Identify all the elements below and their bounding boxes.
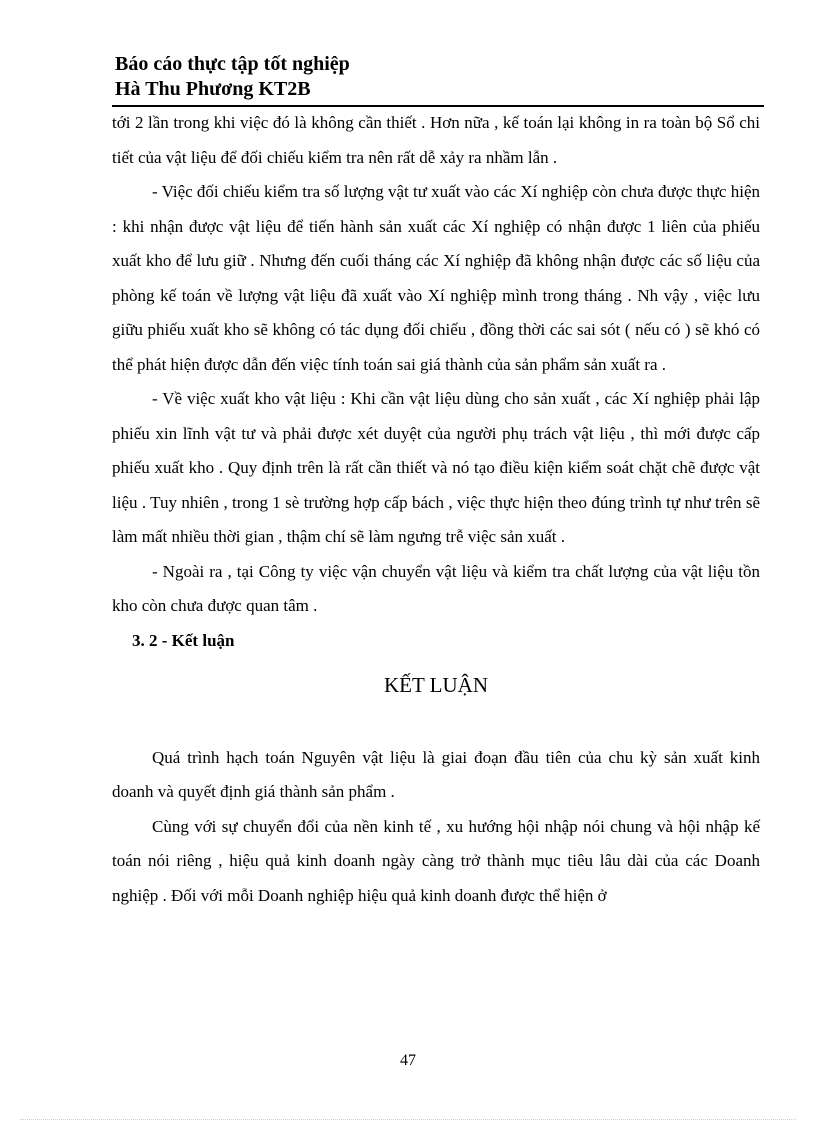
document-body [112, 106, 760, 913]
paragraph: - Việc đối chiếu kiểm tra số lượng vật tư xuất vào các Xí nghiệp còn chưa được thực hiện : khi nhận được vật liệu để tiến hành sản xuất các Xí nghiệp có nhận được 1 liên của phiếu xuất kho để lưu giữ . Nhưng đến cuối tháng các Xí nghiệp đã không nhận được các số liệu của phòng kế toán về lượng vật liệu đã xuất vào Xí nghiệp mình trong tháng . Nh vậy , việc lưu giữu phiếu xuất kho sẽ không có tác dụng đối chiếu , đồng thời các sai sót ( nếu có ) sẽ khó có thể phát hiện được dẫn đến việc tính toán sai giá thành của sản phẩm sản xuất ra . [112, 182, 760, 374]
report-title: Báo cáo thực tập tốt nghiệp [115, 53, 350, 75]
paragraph: tới 2 lần trong khi việc đó là không cần thiết . Hơn nữa , kế toán lại không in ra toàn bộ Sổ chi tiết của vật liệu để đối chiếu kiểm tra nên rất dễ xảy ra nhầm lẫn . [112, 113, 760, 167]
page-number: 47 [400, 1052, 416, 1069]
conclusion-heading: KẾT LUẬN [383, 673, 488, 697]
page-header [115, 52, 765, 102]
paragraph: - Ngoài ra , tại Công ty việc vận chuyển vật liệu và kiểm tra chất lượng của vật liệu tồn kho còn chưa được quan tâm . [112, 561, 760, 615]
author-name: Hà Thu Phương KT2B [115, 78, 311, 100]
paragraph: Quá trình hạch toán Nguyên vật liệu là giai đoạn đầu tiên của chu kỳ sản xuất kinh doanh và quyết định giá thành sản phẩm . [112, 747, 760, 801]
section-heading: 3. 2 - Kết luận [132, 630, 235, 650]
paragraph: - Về việc xuất kho vật liệu : Khi cần vật liệu dùng cho sản xuất , các Xí nghiệp phải lập phiếu xin lĩnh vật tư và phải được xét duyệt của người phụ trách vật liệu , thì mới được cấp phiếu xuất kho . Quy định trên là rất cần thiết và nó tạo điều kiện kiểm soát chặt chẽ được vật liệu . Tuy nhiên , trong 1 sè trường hợp cấp bách , việc thực hiện theo đúng trình tự như trên sẽ làm mất nhiều thời gian , thậm chí sẽ làm ngưng trễ việc sản xuất . [112, 389, 760, 546]
page-edge [20, 1119, 796, 1120]
paragraph: Cùng với sự chuyển đổi của nền kinh tế , xu hướng hội nhập nói chung và hội nhập kế toán nói riêng , hiệu quả kinh doanh ngày càng trở thành mục tiêu lâu dài của các Doanh nghiệp . Đối với mỗi Doanh nghiệp hiệu quả kinh doanh được thể hiện ở [112, 816, 760, 905]
